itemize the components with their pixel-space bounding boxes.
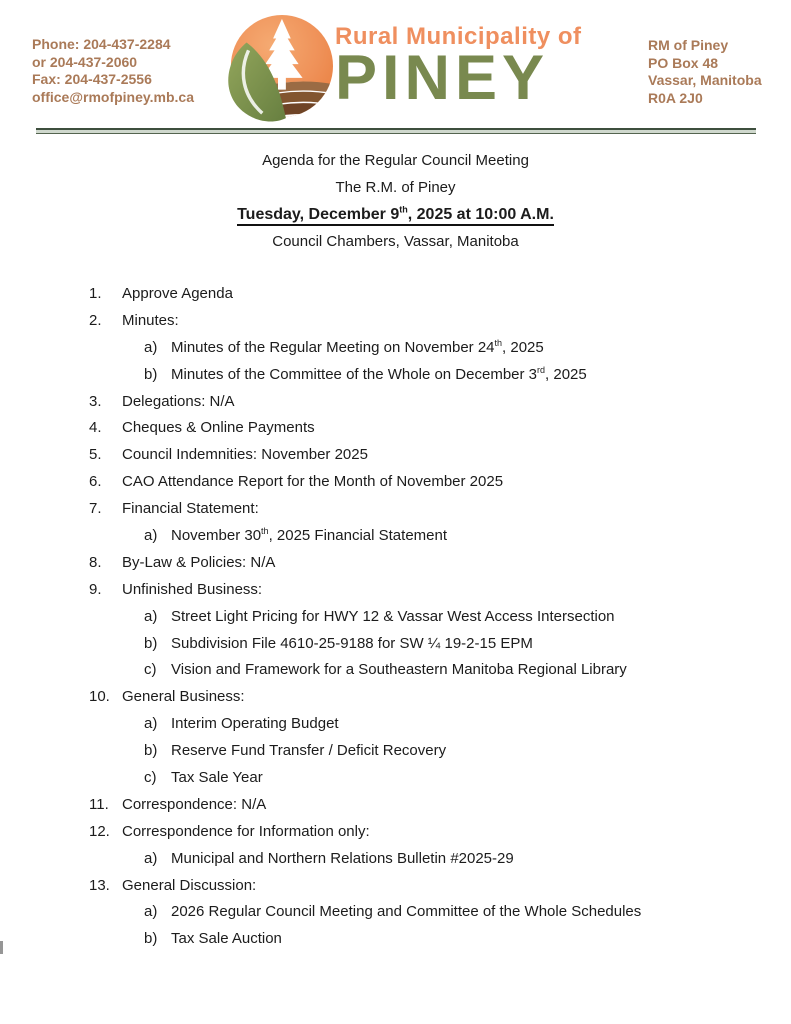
letterhead-divider: [36, 128, 756, 134]
agenda-item-text: [122, 281, 233, 308]
contact-fax: Fax: 204-437-2556: [32, 71, 152, 87]
agenda-sub-text: [171, 711, 339, 738]
text-segment: Municipal and Northern Relations Bulletin #2025-29: [171, 849, 514, 867]
agenda-sub-letter: a): [144, 903, 158, 921]
agenda-sub-letter: a): [144, 527, 158, 545]
text-segment: Approve Agenda: [122, 285, 233, 302]
agenda-item: [0, 415, 791, 442]
agenda-sub-letter: a): [144, 715, 158, 733]
agenda-item-text: [122, 415, 315, 442]
agenda-item-number: 12.: [89, 822, 110, 840]
agenda-sub-text: [171, 335, 544, 362]
agenda-item: [0, 281, 791, 308]
contact-email: office@rmofpiney.mb.ca: [32, 88, 194, 105]
contact-block: [32, 36, 194, 106]
agenda-sub-letter: b): [144, 634, 158, 652]
agenda-sub-letter: b): [144, 365, 158, 383]
agenda-sub-item: [0, 926, 791, 953]
agenda-sub-text: [171, 657, 627, 684]
agenda-sub-text: [171, 523, 447, 550]
title-block: [0, 147, 791, 255]
agenda-item-text: [122, 389, 235, 416]
agenda-sub-letter: a): [144, 338, 158, 356]
agenda-sub-item: [0, 335, 791, 362]
agenda-item: [0, 550, 791, 577]
address-block: [648, 37, 762, 107]
text-segment: Correspondence: N/A: [122, 795, 267, 813]
agenda-sub-letter: b): [144, 742, 158, 760]
text-segment: Subdivision File 4610-25-9188 for SW ¼ 19-2-15 EPM: [171, 634, 533, 652]
contact-phone-1: Phone: 204-437-2284: [32, 36, 171, 52]
logo-wordmark: [335, 23, 582, 113]
agenda-sub-item: [0, 604, 791, 631]
agenda-item: [0, 469, 791, 496]
agenda-sub-item: [0, 846, 791, 873]
text-segment: Unfinished Business:: [122, 580, 263, 598]
text-segment: , 2025: [502, 338, 544, 356]
agenda-sub-item: [0, 631, 791, 658]
agenda-item-number: 5.: [89, 446, 102, 464]
text-segment: Street Light Pricing for HWY 12 & Vassar West Access Intersection: [171, 607, 615, 625]
text-segment: Minutes of the Committee of the Whole on December 3: [171, 365, 538, 383]
agenda-sub-item: [0, 523, 791, 550]
agenda-item-number: 10.: [89, 688, 110, 706]
agenda-item-number: 4.: [89, 419, 102, 437]
text-segment: Minutes:: [122, 311, 179, 329]
text-segment: , 2025: [545, 365, 587, 383]
ordinal-suffix: th: [494, 337, 503, 348]
agenda-item: [0, 496, 791, 523]
agenda-sub-letter: b): [144, 930, 158, 948]
agenda-item-number: 3.: [89, 392, 102, 410]
date-ordinal-suffix: th: [399, 204, 408, 215]
ordinal-suffix: rd: [537, 364, 546, 375]
text-segment: By-Law & Policies: N/A: [122, 553, 276, 571]
text-segment: Tax Sale Year: [171, 769, 263, 787]
agenda-sub-letter: c): [144, 769, 157, 787]
agenda-sub-item: [0, 362, 791, 389]
agenda-item: [0, 792, 791, 819]
agenda-item-number: 2.: [89, 311, 102, 329]
agenda-item: [0, 684, 791, 711]
agenda-item-text: [122, 792, 266, 819]
agenda-item-number: 6.: [89, 473, 102, 491]
agenda-item-number: 13.: [89, 876, 110, 894]
date-text: Tuesday, December 9: [237, 206, 400, 223]
ordinal-suffix: th: [261, 526, 269, 537]
text-segment: Reserve Fund Transfer / Deficit Recovery: [171, 742, 447, 760]
text-segment: General Business:: [122, 688, 245, 706]
meeting-location: Council Chambers, Vassar, Manitoba: [272, 233, 519, 250]
agenda-sub-letter: a): [144, 849, 158, 867]
address-line-3: Vassar, Manitoba: [648, 72, 762, 88]
logo-tagline: Rural Municipality of: [335, 23, 582, 50]
agenda-sub-letter: a): [144, 607, 158, 625]
address-line-2: PO Box 48: [648, 54, 719, 71]
agenda-sub-text: [171, 362, 587, 389]
agenda-sub-text: [171, 926, 282, 953]
text-segment: 2026 Regular Council Meeting and Committee of the Whole Schedules: [171, 903, 642, 921]
text-segment: CAO Attendance Report for the Month of November 2025: [122, 473, 504, 491]
agenda-list: [0, 281, 791, 953]
agenda-item-text: [122, 577, 262, 604]
time-text: , 2025 at 10:00 A.M.: [407, 206, 554, 223]
agenda-sub-text: [171, 765, 263, 792]
address-line-1: RM of Piney: [648, 37, 729, 53]
text-segment: , 2025 Financial Statement: [268, 527, 448, 545]
text-segment: Cheques & Online Payments: [122, 419, 315, 437]
agenda-item: [0, 577, 791, 604]
text-segment: November 30: [171, 527, 262, 545]
agenda-sub-item: [0, 765, 791, 792]
agenda-sub-letter: c): [144, 661, 157, 679]
piney-logo-icon: [219, 13, 337, 125]
agenda-sub-item: [0, 657, 791, 684]
logo-name: PINEY: [335, 43, 550, 113]
agenda-item-text: [122, 308, 179, 335]
address-line-4: R0A 2J0: [648, 89, 703, 106]
agenda-sub-text: [171, 604, 615, 631]
text-segment: Interim Operating Budget: [171, 715, 339, 733]
agenda-sub-item: [0, 738, 791, 765]
agenda-item-number: 9.: [89, 580, 102, 598]
text-segment: Council Indemnities: November 2025: [122, 446, 368, 464]
agenda-item: [0, 308, 791, 335]
agenda-item-text: [122, 469, 503, 496]
agenda-item-text: [122, 684, 245, 711]
agenda-sub-text: [171, 738, 446, 765]
agenda-title: Agenda for the Regular Council Meeting: [262, 152, 529, 169]
meeting-datetime: [0, 201, 791, 228]
agenda-item: [0, 819, 791, 846]
text-segment: Vision and Framework for a Southeastern Manitoba Regional Library: [171, 661, 627, 679]
text-segment: Minutes of the Regular Meeting on November 24: [171, 338, 495, 356]
agenda-sub-text: [171, 899, 641, 926]
agenda-item: [0, 873, 791, 900]
agenda-item-number: 8.: [89, 553, 102, 571]
agenda-sub-item: [0, 899, 791, 926]
text-segment: Delegations: N/A: [122, 392, 235, 410]
agenda-sub-item: [0, 711, 791, 738]
text-segment: Financial Statement:: [122, 500, 259, 518]
agenda-item-number: 11.: [89, 795, 109, 813]
text-segment: Correspondence for Information only:: [122, 822, 370, 840]
agenda-item-number: 1.: [89, 285, 102, 302]
agenda-item-text: [122, 442, 368, 469]
agenda-item-text: [122, 496, 259, 523]
text-segment: Tax Sale Auction: [171, 930, 282, 948]
agenda-item-text: [122, 819, 370, 846]
agenda-item: [0, 389, 791, 416]
agenda-item-text: [122, 873, 256, 900]
agenda-item-text: [122, 550, 275, 577]
agenda-item: [0, 442, 791, 469]
contact-phone-2: or 204-437-2060: [32, 53, 138, 70]
agenda-sub-text: [171, 631, 533, 658]
agenda-sub-text: [171, 846, 514, 873]
scan-artifact: [0, 941, 3, 954]
text-segment: General Discussion:: [122, 876, 257, 894]
agenda-item-number: 7.: [89, 500, 102, 518]
municipality-title: The R.M. of Piney: [335, 179, 456, 196]
